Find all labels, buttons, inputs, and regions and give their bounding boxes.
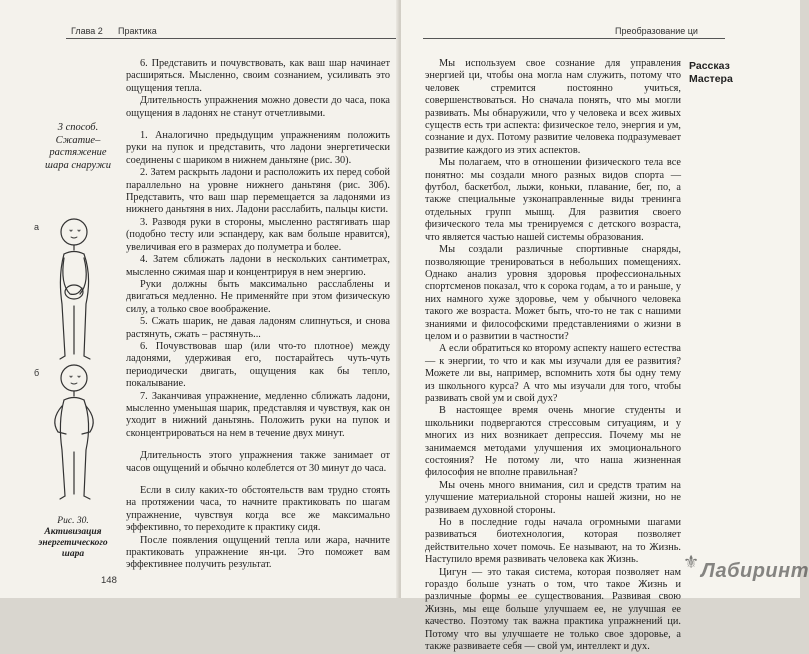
paragraph: 2. Затем раскрыть ладони и расположить их перед собой параллельно на уровне нижнего даньтяня (рис. 30б). Представить, что ваш шар перемещается за ладонями из нижнего даньтяня в них. Ладони расслабить, пальцы кисти. (126, 167, 390, 216)
figure-a-illustration (40, 214, 112, 364)
paragraph: В настоящее время очень многие студенты и школьники подвергаются стрессовым ситуациям, и у многих из них возникает депрессия. Почему мы не занимаемся методами улучшения их эмоционального состояния? Не потому ли, что наша жизненная философия не вполне правильная? (425, 405, 681, 479)
paragraph: Цигун — это такая система, которая позволяет нам гораздо больше узнать о том, что такое Жизнь и различные формы ее существования. Развивая свою Жизнь, мы еще больше улучшаем ее, не улучшая ее качество. Поэтому так важна практика упражнений ци. Потому что вы улучшаете не только свое здоровье, а также развиваете себя — свой ум, интеллект и дух. (425, 566, 681, 653)
figure-letter-a: а (34, 222, 40, 232)
paragraph: Мы создали различные спортивные снаряды, позволяющие тренироваться в небольших помещениях. Однако анализ уровня здоровья профессиональных спортсменов показал, что к сорока годам, а то и раньше, у них намного хуже здоровье, чем у обычного человека такого же возраста. Может быть, что-то не так с нашими знаниями и философскими представлениями о жизни в целом и о развитии в частности? (425, 244, 681, 342)
side-title-line: растяжение (49, 147, 107, 158)
side-title-line: Сжатие– (55, 134, 101, 146)
paragraph-spacer (126, 120, 390, 130)
figure-letter-b: б (34, 368, 40, 378)
figure-caption (30, 516, 116, 560)
right-page (401, 0, 809, 653)
figure-caption-number: Рис. 30. (57, 516, 89, 526)
labirint-logo-icon: ⚜ (683, 552, 700, 572)
side-label-line: Рассказ (689, 60, 730, 72)
left-page (0, 0, 399, 598)
side-title-line: 3 способ. (57, 122, 99, 133)
figure-b-illustration (40, 360, 112, 502)
figure-caption-line: энергетического (38, 538, 108, 548)
paragraph: 3. Разводя руки в стороны, мысленно растягивать шар (подобно тесту или эспандеру, как вам больше нравится), увеличивая его в размерах до полуметра и более. (126, 216, 390, 253)
paragraph: Длительность упражнения можно довести до часа, пока ощущения в ладонях не станут отчетливыми. (126, 95, 390, 119)
side-title-line: шара снаружи (45, 159, 111, 171)
paragraph: Если в силу каких-то обстоятельств вам трудно стоять на протяжении часа, то начните практиковать по шагам упражнение, чувствуя когда все же максимально эффективно, то переходите к практику сидя. (126, 485, 390, 534)
paragraph: А если обратиться ко второму аспекту нашего естества — к энергии, то что и как мы изучали для ее развития? Можете ли вы, например, вспомнить хотя бы одну тему из школьного курса? А что мы изучали для того, чтобы развивать свой ум и свой дух? (425, 343, 681, 404)
paragraph: Руки должны быть максимально расслаблены и двигаться медленно. Не применяйте при этом физическую силу, а только свое воображение. (126, 278, 390, 315)
paragraph: 1. Аналогично предыдущим упражнениям положить руки на пупок и представить, что ладони энергетически соединены с шариком в нижнем даньтяне (рис. 30). (126, 130, 390, 166)
header-title: Преобразование ци (615, 26, 698, 36)
masters-story-label (689, 60, 759, 85)
watermark-text: Лабиринт (701, 560, 809, 582)
left-body-text (126, 58, 390, 572)
paragraph-spacer (126, 440, 390, 450)
side-label-line: Мастера (689, 72, 733, 85)
paragraph: Мы полагаем, что в отношении физического тела все понятно: мы создали много разных видов спорта — футбол, баскетбол, лыжи, коньки, плавание, бег, по, а также специальные узконаправленные виды тренинга отдельных групп мышц. Для развития своего физического тела мы тренируемся с детского возраста, что является частью нашей системы образования. (425, 157, 681, 243)
header-chapter: Глава 2 (71, 26, 103, 36)
paragraph: 4. Затем сближать ладони в нескольких сантиметрах, мысленно сжимая шар и концентрируя в нем энергию. (126, 254, 390, 278)
paragraph: Но в последние годы начала огромными шагами развиваться биотехнология, которая позволяет действительно хочет помочь. Ее называют, на то Жизнь. Наступило время развивать человека как Жизнь. (425, 517, 681, 566)
paragraph: 5. Сжать шарик, не давая ладоням слипнуться, и снова растянуть, сжать – растянуть... (126, 316, 390, 340)
method-side-title (44, 122, 112, 172)
paragraph: После появления ощущений тепла или жара, начните практиковать упражнение ян-ци. Это поможет вам эффективнее получить результат. (126, 534, 390, 571)
paragraph: Мы используем свое сознание для управления энергией ци, чтобы она могла нам служить, потому что человек стремится постоянно учиться, совершенствоваться. Но сначала понять, что мы могли развивать. Мы обнаружили, что у человека и всех живых существ есть три аспекта: физическое тело, энергия и ум, сознание и дух. Потому развитие человека подразумевает развитие каждого из этих аспектов. (425, 58, 681, 156)
figure-caption-line: шара (61, 549, 85, 559)
paragraph: 6. Почувствовав шар (или что-то плотное) между ладонями, удерживая его, постарайтесь чуть-чуть периодически двигать, ощущения как бы тепло, покалывание. (126, 340, 390, 390)
paragraph: Мы очень много внимания, сил и средств тратим на улучшение материальной стороны нашей жизни, но не развиваем духовной стороны. (425, 479, 681, 516)
header-section: Практика (118, 26, 157, 36)
figure-caption-line: Активизация (44, 527, 102, 537)
paragraph: 6. Представить и почувствовать, как ваш шар начинает расширяться. Мысленно, своим сознанием, усиливать это ощущения тепла. (126, 58, 390, 94)
header-rule (423, 38, 725, 39)
paragraph: Длительность этого упражнения также занимает от часов ощущений и обычно колеблется от 30 минут до часа. (126, 450, 390, 474)
paragraph: 7. Заканчивая упражнение, медленно сближать ладони, мысленно уменьшая шарик, представляя и чувствуя, как он уходит в нижний даньтянь. Положить руки на пупок и сконцентрироваться на нем в течение двух минут. (126, 390, 390, 439)
page-number-left: 148 (101, 575, 117, 586)
right-body-text (425, 58, 681, 654)
header-rule (66, 38, 396, 39)
paragraph-spacer (126, 475, 390, 485)
